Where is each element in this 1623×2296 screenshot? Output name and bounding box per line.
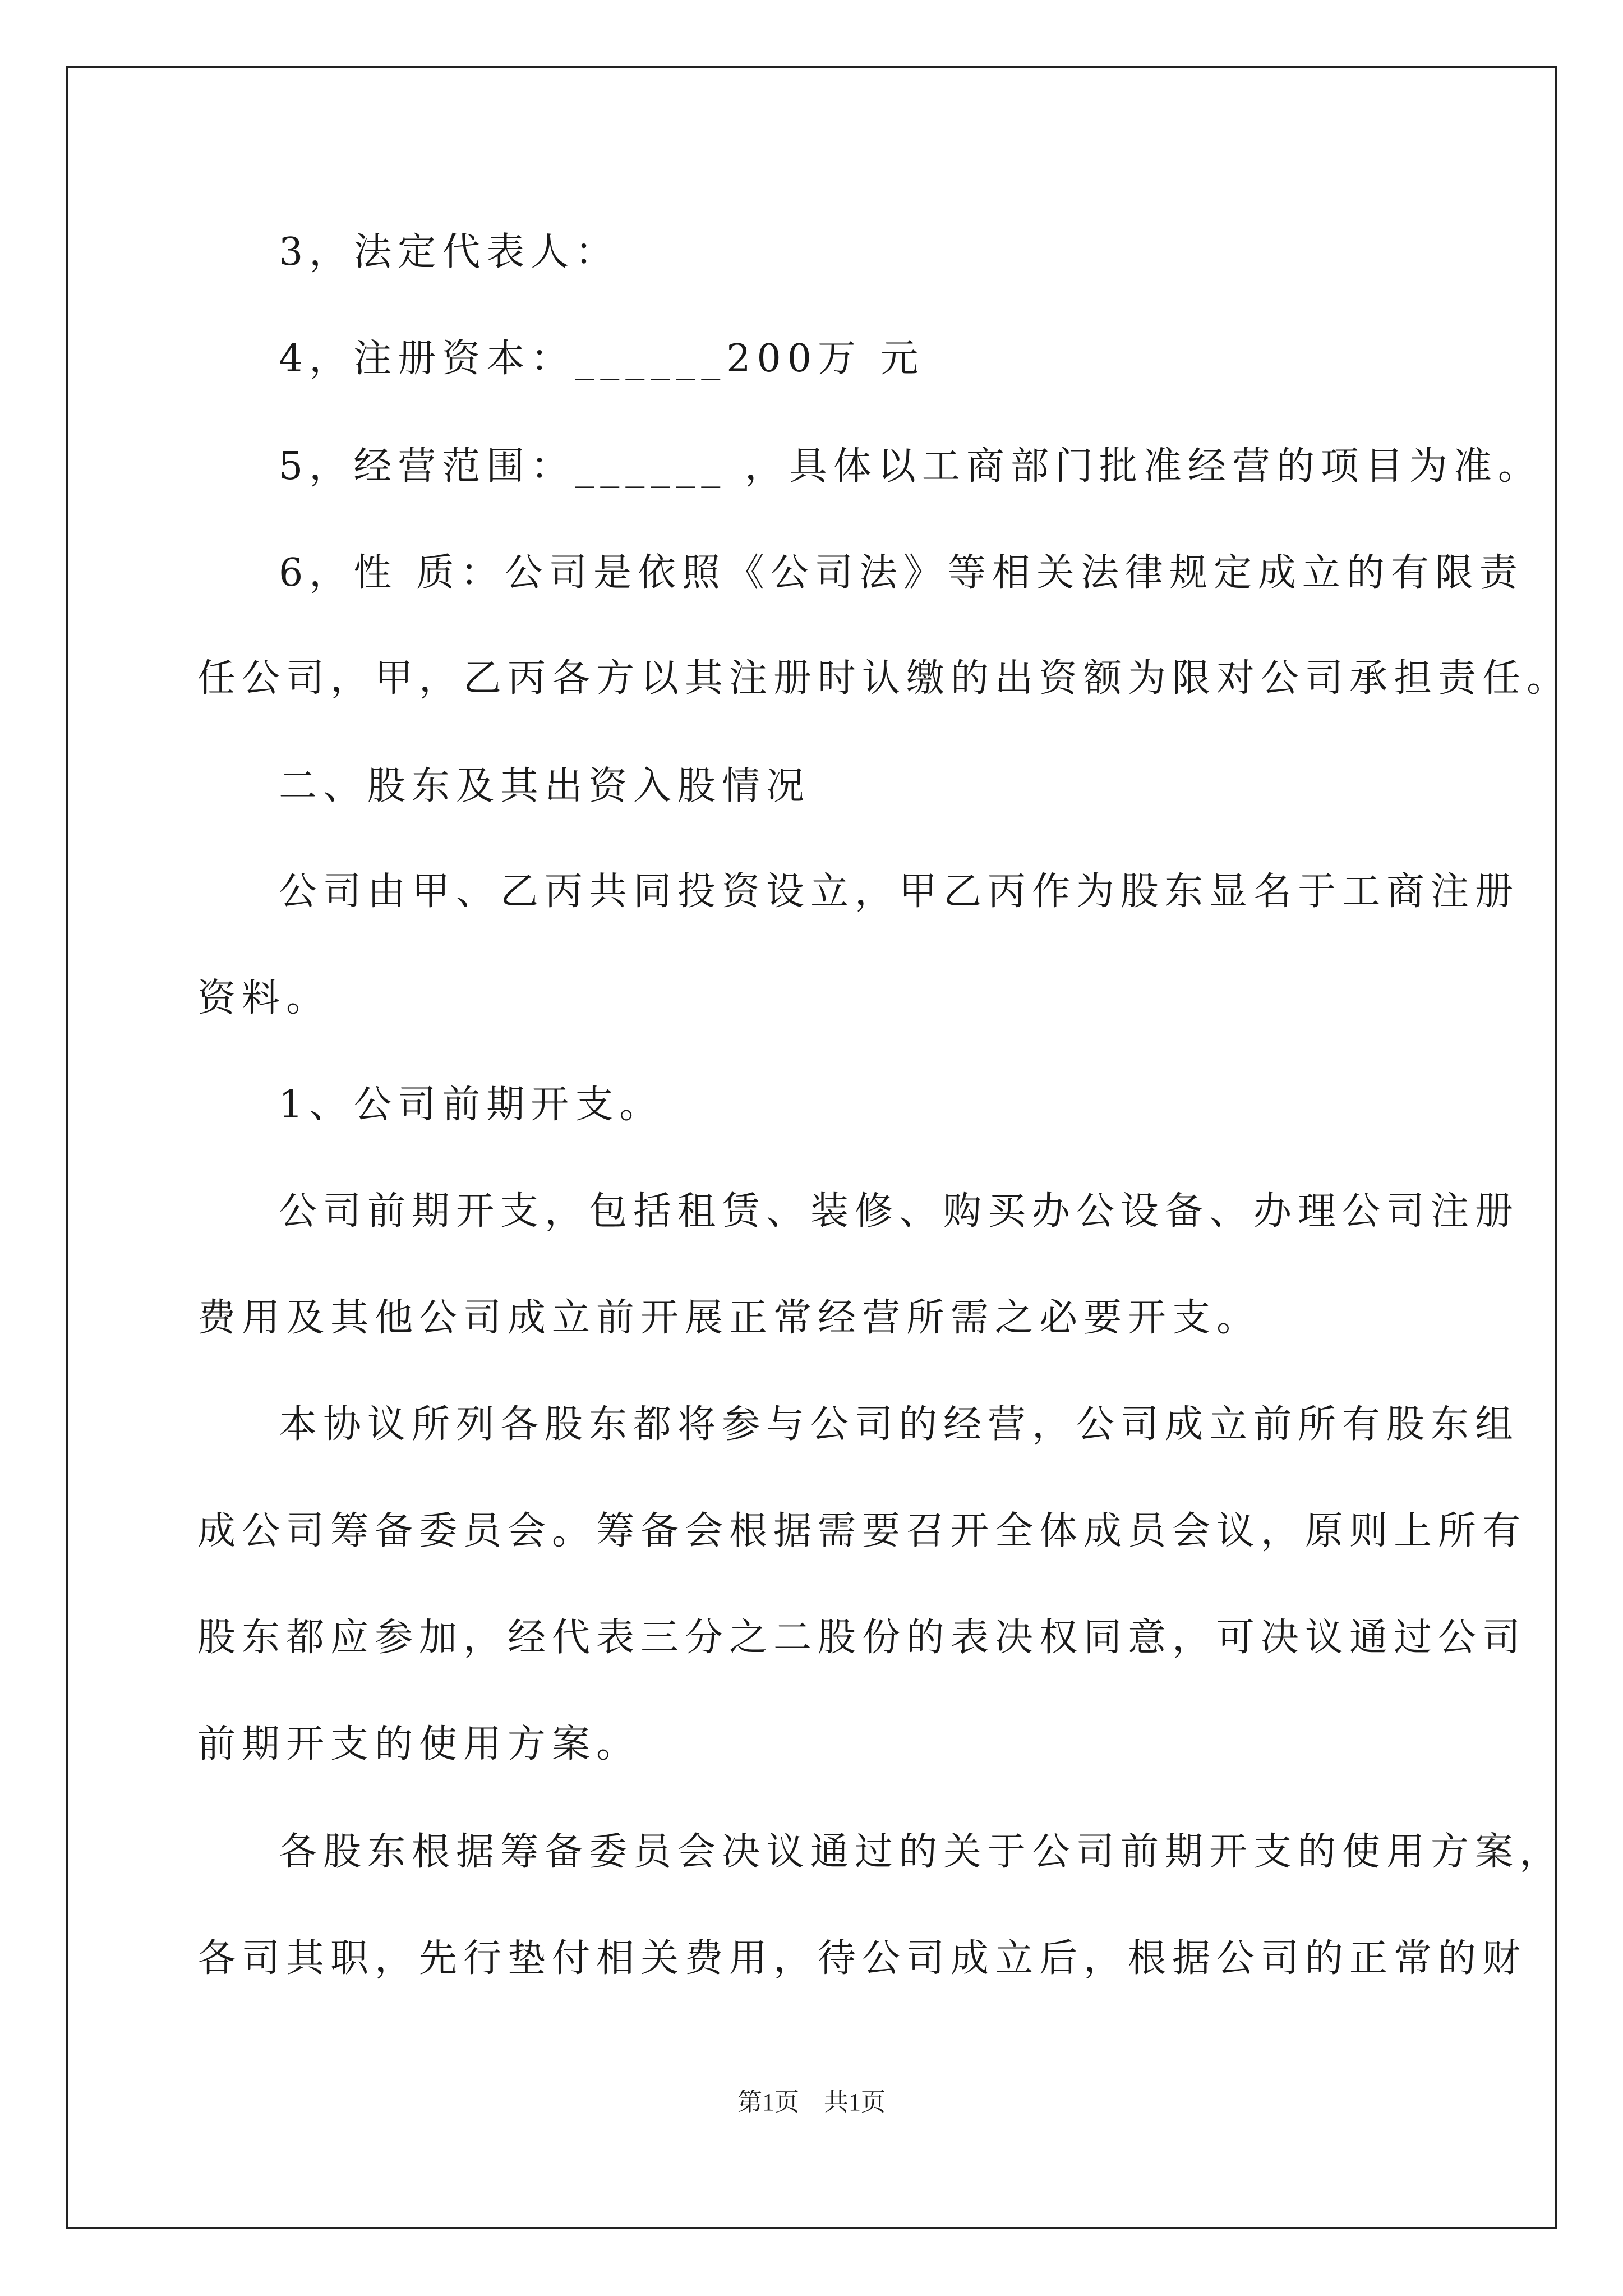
paragraph-line: 各司其职，先行垫付相关费用，待公司成立后，根据公司的正常的财 <box>197 1936 1527 1981</box>
paragraph-line: 公司前期开支，包括租赁、装修、购买办公设备、办理公司注册 <box>279 1189 1520 1234</box>
paragraph-line: 本协议所列各股东都将参与公司的经营，公司成立前所有股东组 <box>279 1402 1520 1447</box>
paragraph-line: 费用及其他公司成立前开展正常经营所需之必要开支。 <box>197 1296 1261 1340</box>
page-number-footer: 第1页 共1页 <box>737 2088 886 2116</box>
paragraph-line: 各股东根据筹备委员会决议通过的关于公司前期开支的使用方案， <box>279 1830 1564 1874</box>
paragraph-line: 前期开支的使用方案。 <box>197 1722 641 1766</box>
paragraph-line: 4，注册资本：______200万 元 <box>279 337 925 381</box>
paragraph-line: 5，经营范围：______ ，具体以工商部门批准经营的项目为准。 <box>279 444 1542 489</box>
paragraph-line: 6，性 质：公司是依照《公司法》等相关法律规定成立的有限责 <box>279 551 1524 595</box>
paragraph-line: 成公司筹备委员会。筹备会根据需要召开全体成员会议，原则上所有 <box>197 1509 1527 1553</box>
paragraph-line: 资料。 <box>197 976 331 1020</box>
paragraph-line: 任公司，甲，乙丙各方以其注册时认缴的出资额为限对公司承担责任。 <box>197 656 1571 701</box>
section-heading: 二、股东及其出资入股情况 <box>279 764 811 808</box>
subsection-heading: 1、公司前期开支。 <box>279 1083 664 1127</box>
page-border <box>66 66 1557 2229</box>
paragraph-line: 公司由甲、乙丙共同投资设立，甲乙丙作为股东显名于工商注册 <box>279 869 1520 914</box>
paragraph-line: 股东都应参加，经代表三分之二股份的表决权同意，可决议通过公司 <box>197 1616 1527 1660</box>
paragraph-line: 3，法定代表人： <box>279 230 620 274</box>
